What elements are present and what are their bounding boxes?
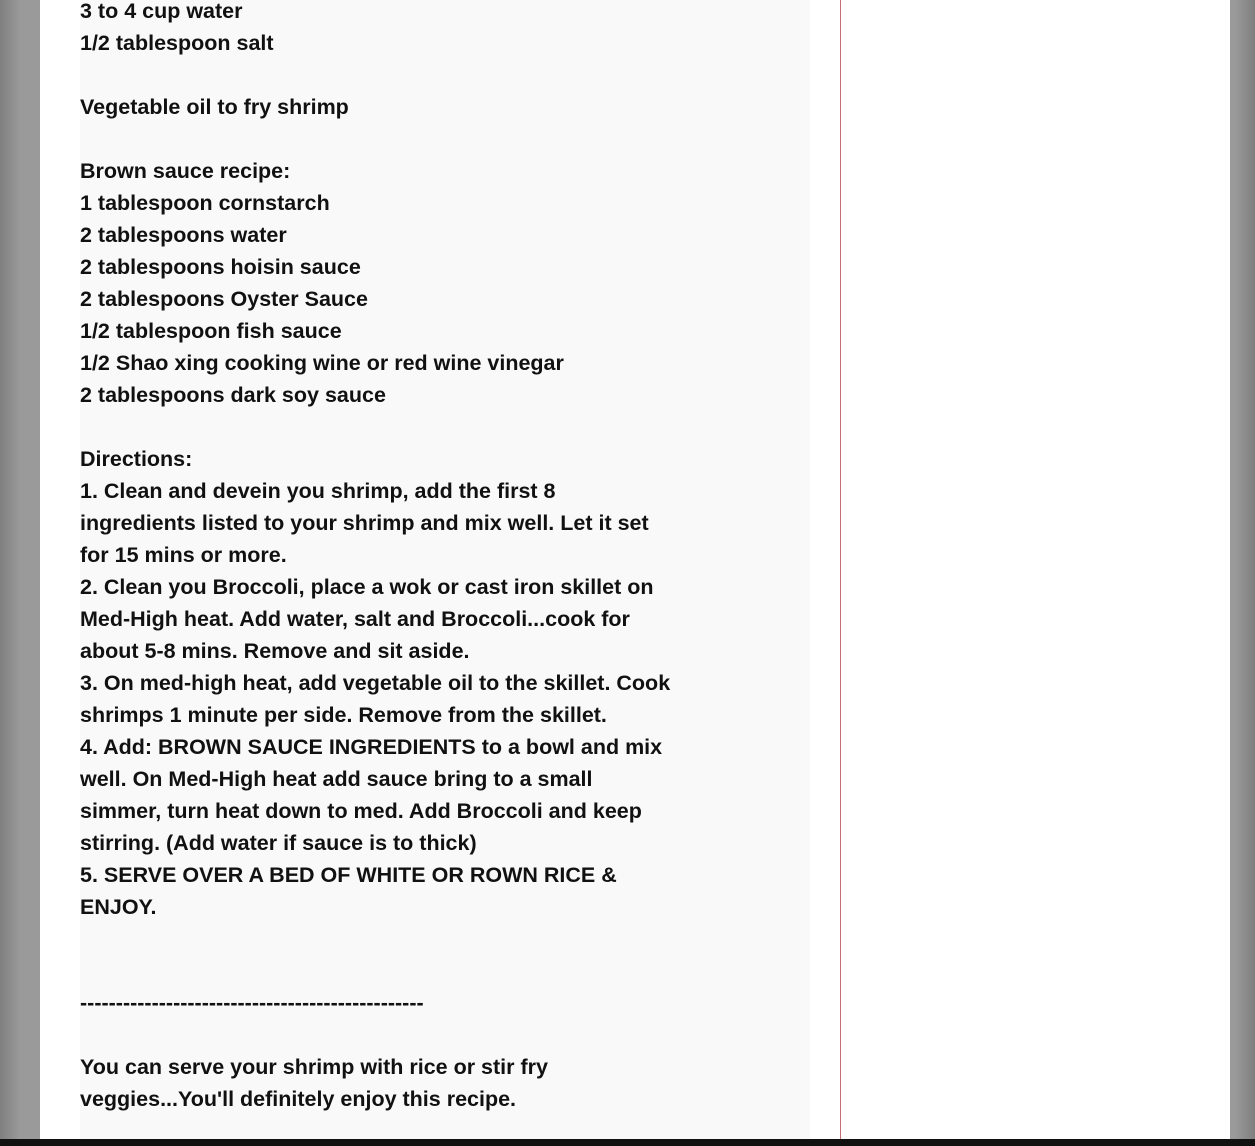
direction-step-3: 3. On med-high heat, add vegetable oil to the skillet. Cook (80, 671, 671, 695)
direction-step-2: 2. Clean you Broccoli, place a wok or cast iron skillet on (80, 575, 654, 599)
brown-sauce-item: 1/2 Shao xing cooking wine or red wine vinegar (80, 351, 564, 375)
spacer (80, 1019, 710, 1051)
direction-step-1: ingredients listed to your shrimp and mix well. Let it set (80, 511, 649, 535)
direction-step-4: well. On Med-High heat add sauce bring to a small (80, 767, 593, 791)
brown-sauce-heading: Brown sauce recipe: (80, 159, 291, 183)
brown-sauce-item: 1 tablespoon cornstarch (80, 191, 330, 215)
spacer (80, 411, 710, 443)
direction-step-5: ENJOY. (80, 895, 157, 919)
direction-step-4: stirring. (Add water if sauce is to thick) (80, 831, 477, 855)
brown-sauce-item: 1/2 tablespoon fish sauce (80, 319, 342, 343)
brown-sauce-item: 2 tablespoons Oyster Sauce (80, 287, 368, 311)
brown-sauce-item: 2 tablespoons dark soy sauce (80, 383, 386, 407)
spacer (80, 59, 710, 91)
direction-step-4: 4. Add: BROWN SAUCE INGREDIENTS to a bowl and mix (80, 735, 663, 759)
post-body (80, 0, 710, 1115)
direction-step-3: shrimps 1 minute per side. Remove from the skillet. (80, 703, 607, 727)
directions-heading: Directions: (80, 447, 193, 471)
brown-sauce-item: 2 tablespoons water (80, 223, 287, 247)
ingredient-line: 3 to 4 cup water (80, 0, 243, 23)
direction-step-5: 5. SERVE OVER A BED OF WHITE OR ROWN RICE & (80, 863, 617, 887)
spacer (80, 123, 710, 155)
brown-sauce-item: 2 tablespoons hoisin sauce (80, 255, 361, 279)
spacer (80, 923, 710, 955)
direction-step-2: Med-High heat. Add water, salt and Broccoli...cook for (80, 607, 630, 631)
text-divider: ------------------------------------------------ (80, 991, 424, 1015)
closing-line: You can serve your shrimp with rice or stir fry (80, 1055, 548, 1079)
direction-step-1: 1. Clean and devein you shrimp, add the first 8 (80, 479, 556, 503)
fry-oil-line: Vegetable oil to fry shrimp (80, 95, 349, 119)
bottom-bar (0, 1139, 1255, 1146)
ingredient-line: 1/2 tablespoon salt (80, 31, 274, 55)
direction-step-2: about 5-8 mins. Remove and sit aside. (80, 639, 470, 663)
sidebar (841, 0, 1230, 1146)
direction-step-4: simmer, turn heat down to med. Add Broccoli and keep (80, 799, 642, 823)
direction-step-1: for 15 mins or more. (80, 543, 287, 567)
spacer (80, 955, 710, 987)
closing-line: veggies...You'll definitely enjoy this recipe. (80, 1087, 517, 1111)
